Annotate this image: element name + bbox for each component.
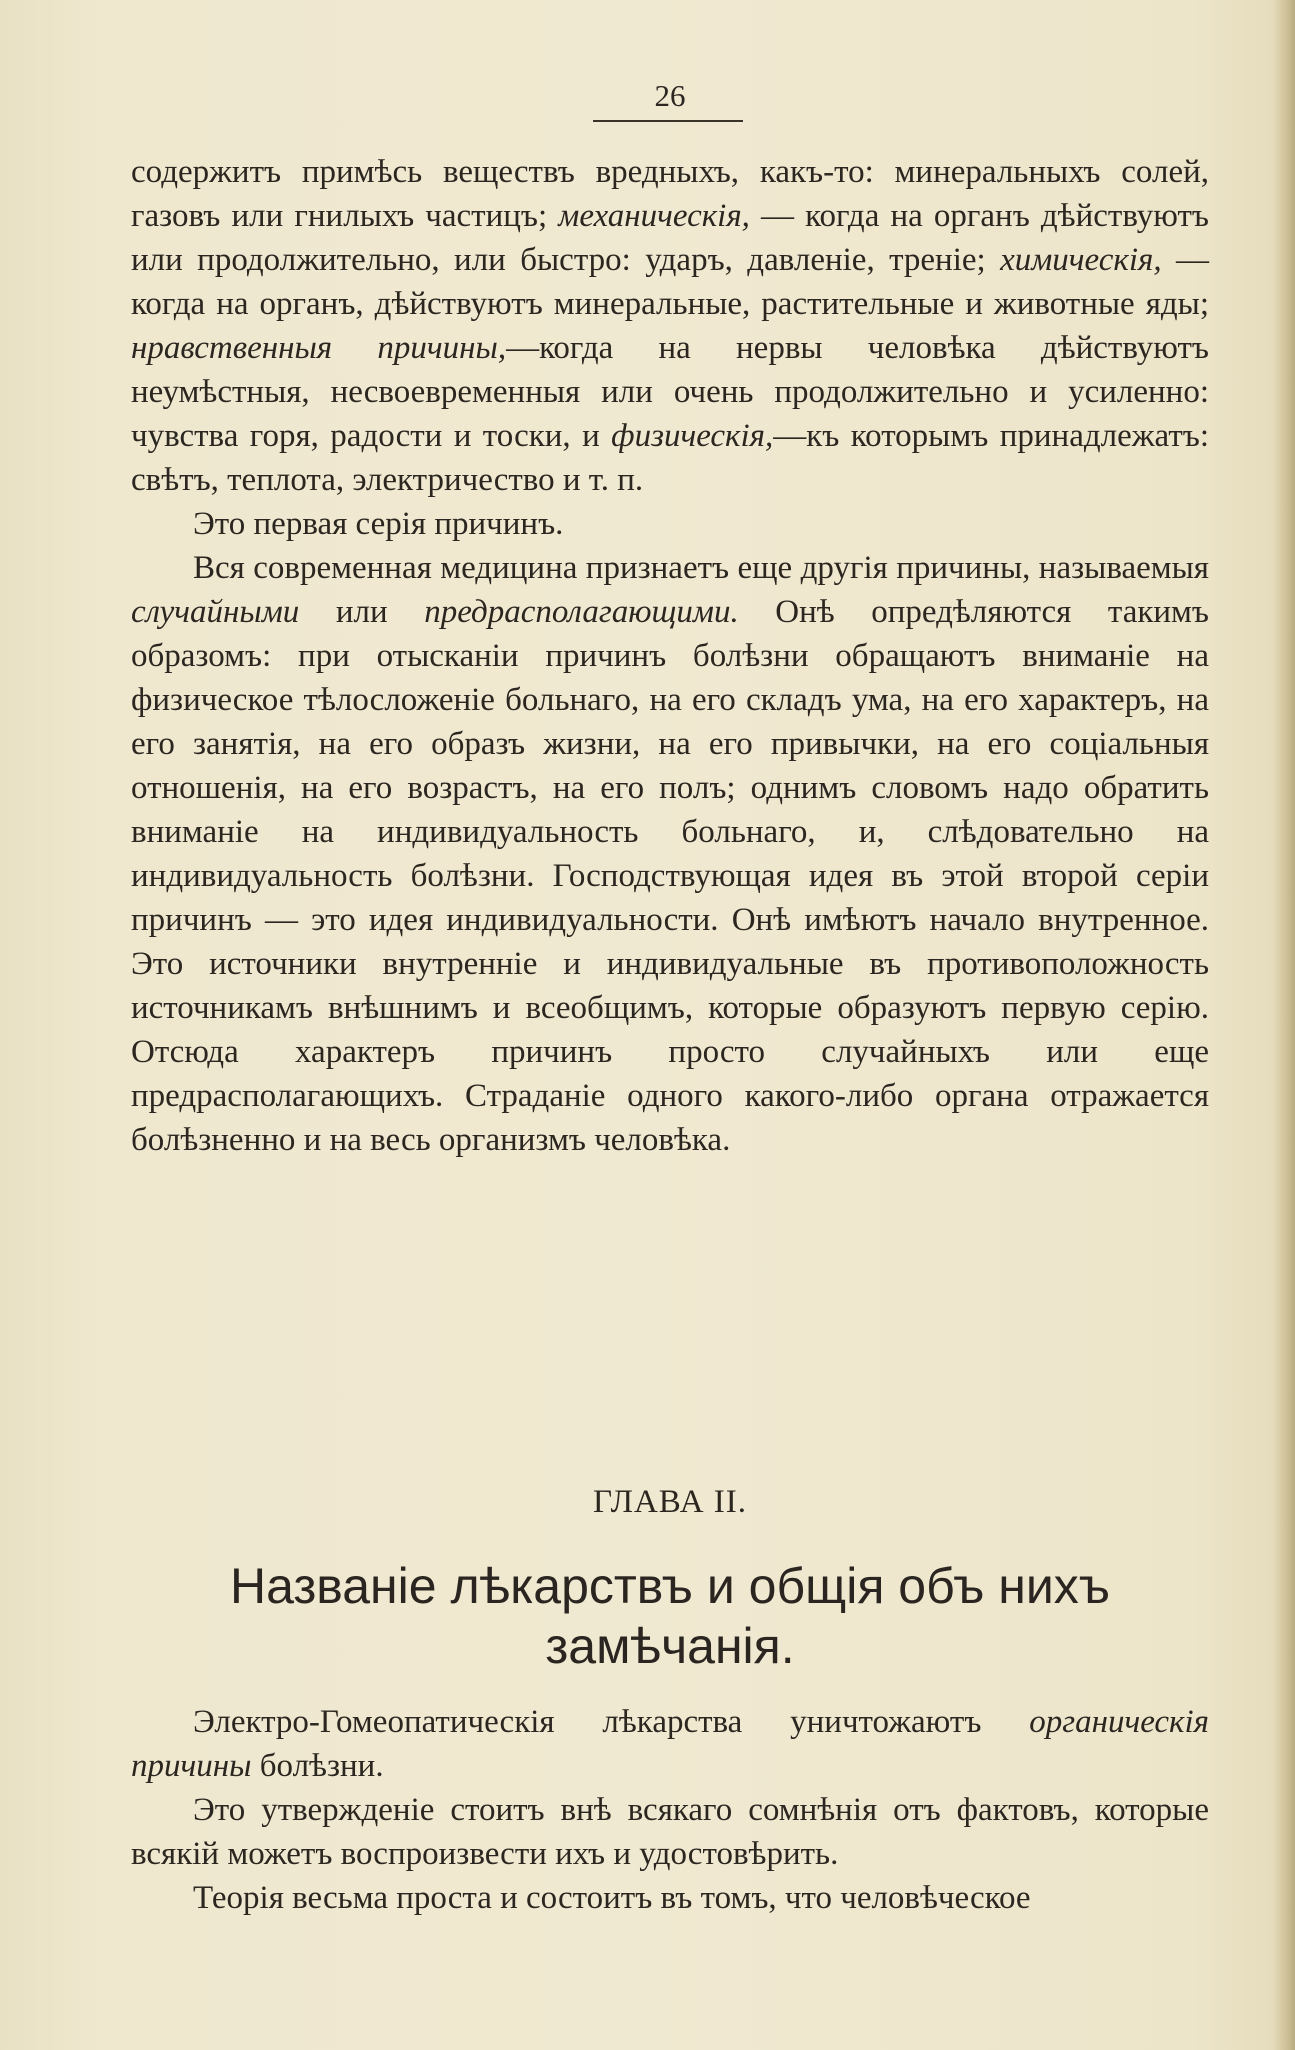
paragraph-theory: Теорія весьма проста и состоитъ въ томъ, что человѣческое bbox=[193, 1880, 1031, 1916]
chapter-label: ГЛАВА II. bbox=[592, 1484, 748, 1520]
paragraph-assertion: Это утвержденіе стоитъ внѣ всякаго сомнѣнія отъ фактовъ, которые всякій можетъ воспроизвести ихъ и удостовѣрить. bbox=[131, 1792, 1209, 1872]
paragraph-first-series: Это первая серія причинъ. bbox=[193, 506, 564, 542]
paragraph-causes-list: содержитъ примѣсь веществъ вредныхъ, какъ-то: минеральныхъ солей, газовъ или гнилыхъ частицъ; механическія, — когда на органъ дѣйствуютъ или продолжительно, или быстро: ударъ, давленіе, треніе; химическія, — когда на органъ, дѣйствуютъ минеральные, растительные и животные яды; нравственныя причины,—когда на нервы человѣка дѣйствуютъ неумѣстныя, несвоевременныя или очень продолжительно и усиленно: чувства горя, радости и тоски, и физическія,—къ которымъ принадлежатъ: свѣтъ, теплота, электричество и т. п. bbox=[131, 154, 1209, 498]
body-text bbox=[131, 150, 1209, 1162]
paragraph-organic-causes: Электро-Гомеопатическія лѣкарства уничтожаютъ органическія причины болѣзни. bbox=[131, 1704, 1209, 1784]
paragraph-second-series: Вся современная медицина признаетъ еще другія причины, называемыя случайными или предрасполагающими. Онѣ опредѣляются такимъ образомъ: при отысканіи причинъ болѣзни обращаютъ вниманіе на физическое тѣлосложеніе больнаго, на его складъ ума, на его характеръ, на его занятія, на его образъ жизни, на его привычки, на его соціальныя отношенія, на его возрастъ, на его полъ; однимъ словомъ надо обратить вниманіе на индивидуальность больнаго, и, слѣдовательно на индивидуальность болѣзни. Господствующая идея въ этой второй серіи причинъ — это идея индивидуальности. Онѣ имѣютъ начало внутренное. Это источники внутренніе и индивидуальные въ противоположность источникамъ внѣшнимъ и всеобщимъ, которые образуютъ первую серію. Отсюда характеръ причинъ просто случайныхъ или еще предрасполагающихъ. Страданіе одного какого-либо органа отражается болѣзненно и на весь организмъ человѣка. bbox=[131, 550, 1209, 1158]
page-edge bbox=[1273, 0, 1295, 2050]
page-number-rule bbox=[593, 120, 743, 122]
chapter-title: Названіе лѣкарствъ и общія объ нихъ замѣчанія. bbox=[229, 1558, 1111, 1674]
page-number: 26 bbox=[654, 78, 686, 113]
chapter-body-text bbox=[131, 1700, 1209, 1920]
